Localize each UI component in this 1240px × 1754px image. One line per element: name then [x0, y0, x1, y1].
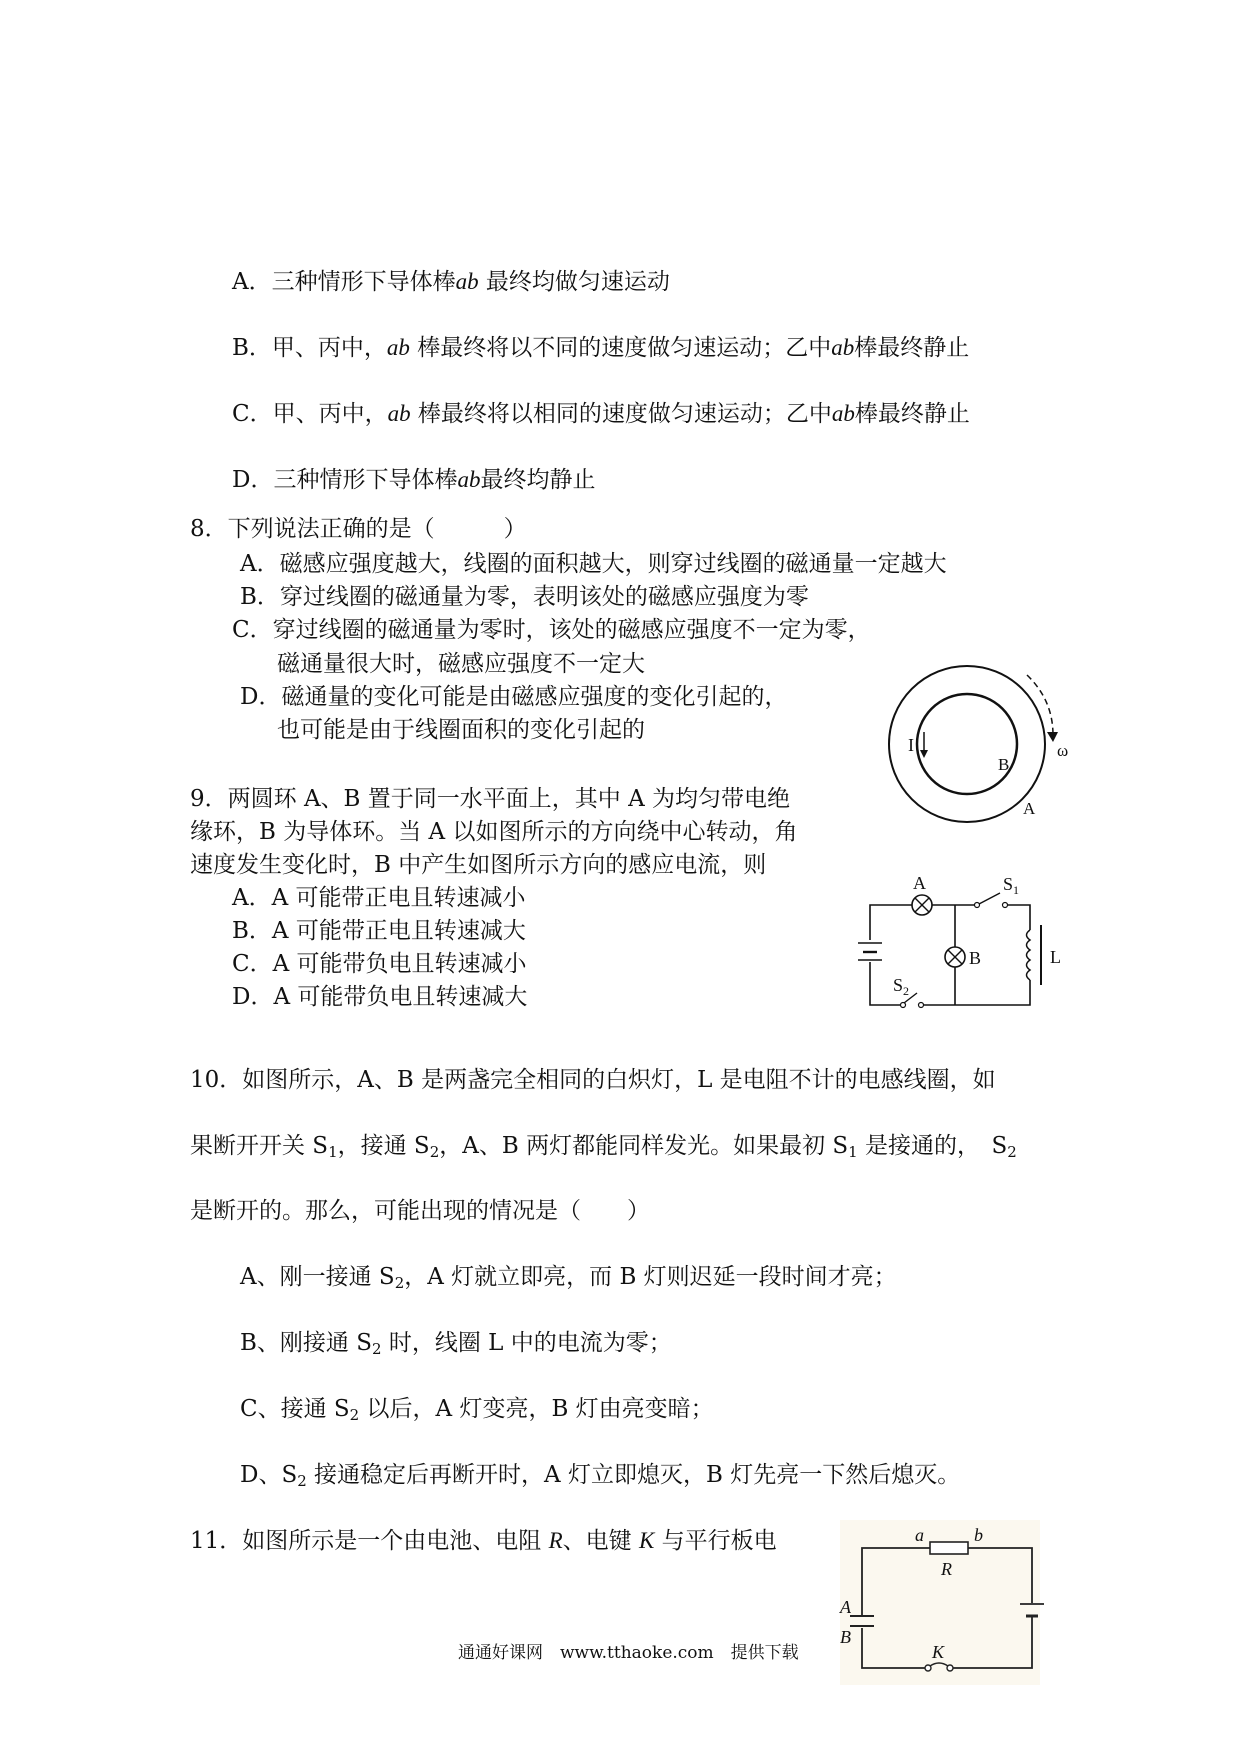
q9-option-a: A．A 可能带正电且转速减小	[232, 885, 526, 911]
label-terminal-a: a	[915, 1525, 924, 1545]
q9-option-b: B．A 可能带正电且转速减大	[232, 918, 526, 944]
switch-s1-icon	[975, 893, 1008, 908]
label-switch-s2: $S_2$	[893, 975, 910, 998]
label-current-i: I	[908, 735, 914, 755]
label-lamp-a: A	[913, 873, 926, 893]
label-ring-b: B	[998, 755, 1010, 774]
q10-stem-line2: 果断开开关 $S_1$，接通 $S_2$，A、B 两灯都能同样发光。如果最初 $S_1$ 是接通的， $S_2$	[190, 1133, 1017, 1161]
lamp-circuit-figure	[845, 865, 1075, 1025]
rotation-arrow-icon	[1027, 675, 1053, 735]
current-arrowhead-icon	[920, 750, 928, 758]
label-lamp-b: B	[969, 948, 982, 968]
q8-option-c-line1: C．穿过线圈的磁通量为零时，该处的磁感应强度不一定为零，	[232, 617, 871, 643]
label-plate-b: B	[840, 1627, 851, 1647]
label-resistor-r: R	[941, 1559, 952, 1579]
q8-option-b: B．穿过线圈的磁通量为零，表明该处的磁感应强度为零	[240, 584, 809, 610]
q9-stem-line3: 速度发生变化时，B 中产生如图所示方向的感应电流，则	[190, 852, 767, 878]
q7-option-b: B．甲、丙中，ab 棒最终将以不同的速度做匀速运动；乙中ab棒最终静止	[232, 335, 970, 361]
ring-b	[917, 694, 1017, 794]
resistor-r-icon	[930, 1542, 968, 1554]
q10-option-a: A、刚一接通 $S_2$，A 灯就立即亮，而 B 灯则迟延一段时间才亮；	[240, 1264, 897, 1292]
q11-stem: 11．如图所示是一个由电池、电阻 R、电键 K 与平行板电	[190, 1528, 777, 1554]
q8-stem: 8．下列说法正确的是（ ）	[190, 516, 527, 542]
q7-option-a: A．三种情形下导体棒ab 最终均做匀速运动	[232, 269, 670, 295]
q8-option-d-line2: 也可能是由于线圈面积的变化引起的	[277, 717, 645, 743]
q8-option-d-line1: D．磁通量的变化可能是由磁感应强度的变化引起的，	[240, 684, 788, 710]
q9-stem-line1: 9．两圆环 A、B 置于同一水平面上，其中 A 为均匀带电绝	[190, 786, 790, 812]
q9-option-d: D．A 可能带负电且转速减大	[232, 984, 528, 1010]
q7-option-d: D．三种情形下导体棒ab最终均静止	[232, 467, 596, 493]
label-plate-a: A	[840, 1597, 851, 1617]
lamp-b-icon	[945, 947, 965, 967]
q8-option-a: A．磁感应强度越大，线圈的面积越大，则穿过线圈的磁通量一定越大	[240, 551, 947, 577]
q9-stem-line2: 缘环，B 为导体环。当 A 以如图所示的方向绕中心转动，角	[190, 819, 798, 845]
label-switch-s1: $S_1$	[1003, 874, 1020, 897]
lamp-a-icon	[912, 895, 932, 915]
q10-option-d: D、$S_2$ 接通稳定后再断开时，A 灯立即熄灭，B 灯先亮一下然后熄灭。	[240, 1462, 961, 1490]
q7-option-c: C．甲、丙中，ab 棒最终将以相同的速度做匀速运动；乙中ab棒最终静止	[232, 401, 970, 427]
q10-option-c: C、接通 $S_2$ 以后，A 灯变亮，B 灯由亮变暗；	[240, 1396, 714, 1424]
rings-figure	[885, 660, 1085, 820]
label-omega: ω	[1057, 741, 1069, 760]
label-ring-a: A	[1023, 799, 1036, 818]
q9-option-c: C．A 可能带负电且转速减小	[232, 951, 527, 977]
inductor-l-icon	[1025, 925, 1041, 985]
capacitor-circuit-figure	[840, 1520, 1040, 1685]
q8-option-c-line2: 磁通量很大时，磁感应强度不一定大	[277, 651, 645, 677]
q10-stem-line3: 是断开的。那么，可能出现的情况是（ ）	[190, 1198, 650, 1224]
label-inductor-l: L	[1050, 947, 1061, 967]
q10-stem-line1: 10．如图所示，A、B 是两盏完全相同的白炽灯，L 是电阻不计的电感线圈，如	[190, 1067, 996, 1093]
q10-option-b: B、刚接通 $S_2$ 时，线圈 L 中的电流为零；	[240, 1330, 672, 1358]
label-terminal-b: b	[974, 1525, 983, 1545]
label-key-k: K	[932, 1642, 945, 1662]
page-footer: 通通好课网 www.tthaoke.com 提供下载	[458, 1643, 799, 1663]
